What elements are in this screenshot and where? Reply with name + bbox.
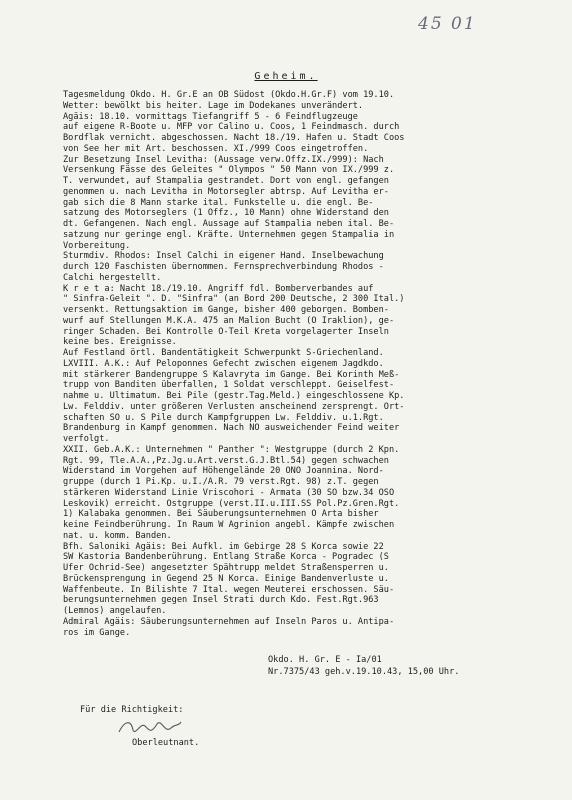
text-line: XXII. Geb.A.K.: Unternehmen " Panther ": Westgruppe (durch 2 Kpn.	[63, 444, 400, 455]
text-line: trupp von Banditen überfallen, 1 Soldat verschleppt. Geiselfest-	[63, 380, 395, 391]
office-line: Okdo. H. Gr. E - Ia/01	[268, 655, 382, 665]
text-line: Ufer Ochrid-See) angesetzter Spähtrupp meldet Straßensperren u.	[63, 563, 389, 573]
text-line: Waffenbeute. In Bilishte 7 Ital. wegen Meuterei erschossen. Säu-	[63, 584, 395, 595]
text-line: satzung nur geringe engl. Kräfte. Unternehmen gegen Stampalia in	[63, 229, 395, 240]
text-line: Bfh. Saloniki Ägäis: Bei Aufkl. im Gebirge 28 S Korca sowie 22	[63, 541, 384, 552]
text-line: stärkeren Widerstand Linie Vriscohori - Armata (30 SO bzw.34 OSO	[63, 487, 395, 498]
text-line: Tagesmeldung Okdo. H. Gr.E an OB Südost (Okdo.H.Gr.F) vom 19.10.	[63, 90, 395, 100]
text-line: versenkt. Rettungsaktion im Gange, bisher 400 geborgen. Bomben-	[63, 305, 389, 315]
text-line: von See her mit Art. beschossen. XI./999 Coos eingetroffen.	[63, 143, 369, 154]
text-line: mit stärkerer Bandengruppe S Kalavryta im Gange. Bei Korinth Meß-	[63, 369, 400, 380]
text-line: Wetter: bewölkt bis heiter. Lage im Dodekanes unverändert.	[63, 100, 364, 111]
text-line: keine bes. Ereignisse.	[63, 337, 177, 348]
text-line: Auf Festland örtl. Bandentätigkeit Schwerpunkt S-Griechenland.	[63, 348, 384, 358]
text-line: wurf auf Stellungen M.K.A. 475 an Malion Bucht (O Iraklion), ge-	[63, 315, 395, 326]
text-line: Brückensprengung in Gegend 25 N Korca. Einige Bandenverluste u.	[63, 573, 389, 584]
text-line: Calchi hergestellt.	[63, 272, 162, 283]
text-line: Ägäis: 18.10. vormittags Tiefangriff 5 - 6 Feindflugzeuge	[63, 111, 358, 122]
text-line: SW Kastoria Bandenberührung. Entlang Straße Korca - Pogradec (S	[63, 552, 389, 563]
text-line: K r e t a: Nacht 18./19.10. Angriff fdl. Bomberverbandes auf	[63, 283, 374, 294]
text-line: Sturmdiv. Rhodos: Insel Calchi in eigener Hand. Inselbewachung	[63, 251, 384, 262]
text-line: Vorbereitung.	[63, 240, 131, 251]
certification-line: Für die Richtigkeit:	[80, 705, 184, 715]
text-line: dt. Gefangenen. Nach engl. Aussage auf Stampalia neben ital. Be-	[63, 219, 395, 229]
document-title: Geheim.	[254, 71, 318, 82]
text-line: Zur Besetzung Insel Levitha: (Aussage verw.Offz.IX./999): Nach	[63, 154, 384, 165]
text-line: verfolgt.	[63, 434, 110, 444]
text-line: 1) Kalabaka genommen. Bei Säuberungsunternehmen O Arta bisher	[63, 509, 379, 520]
text-line: keine Feindberührung. In Raum W Agrinion angebl. Kämpfe zwischen	[63, 520, 395, 530]
text-line: nat. u. komm. Banden.	[63, 530, 172, 541]
text-line: genommen u. nach Levitha in Motorsegler abtrsp. Auf Levitha er-	[63, 186, 389, 197]
text-line: Admiral Ägäis: Säuberungsunternehmen auf Inseln Paros u. Antipa-	[63, 616, 395, 627]
text-line: T. verwundet, auf Stampalia gestrandet. Dort von engl. gefangen	[63, 176, 389, 186]
text-line: Lw. Felddiv. unter größeren Verlusten anscheinend zersprengt. Ort-	[63, 401, 405, 412]
text-line: auf eigene R-Boote u. MFP vor Calino u. Coos, 1 Feindmasch. durch	[63, 122, 400, 133]
text-line: " Sinfra-Geleit ". D. "Sinfra" (an Bord 200 Deutsche, 2 300 Ital.)	[63, 294, 405, 305]
text-line: gab sich die 8 Mann starke ital. Funkstelle u. die engl. Be-	[63, 197, 374, 208]
text-line: Versenkung Fässe des Geleites " Olympos " 50 Mann von IX./999 z.	[63, 165, 395, 176]
text-line: Leskovik) erreicht. Ostgruppe (verst.II.u.III.SS Pol.Pz.Gren.Rgt.	[63, 498, 400, 509]
text-line: schaften SO u. S Pile durch Kampfgruppen Lw. Felddiv. u.1.Rgt.	[63, 412, 384, 423]
text-line: LXVIII. A.K.: Auf Peloponnes Gefecht zwischen eigenem Jagdkdo.	[63, 358, 384, 369]
text-line: Brandenburg in Kampf genommen. Nach NO ausweichender Feind weiter	[63, 423, 400, 434]
handwritten-annotation: 45 01	[418, 14, 477, 34]
text-line: durch 120 Faschisten übernommen. Fernsprechverbindung Rhodos -	[63, 262, 384, 272]
text-line: (Lemnos) angelaufen.	[63, 606, 167, 616]
rank-line: Oberleutnant.	[132, 738, 200, 748]
reference-line: Nr.7375/43 geh.v.19.10.43, 15,00 Uhr.	[268, 667, 460, 677]
text-line: Rgt. 99, Tle.A.A.,Pz.Jg.u.Art.verst.G.J.Btl.54) gegen schwachen	[63, 455, 389, 466]
text-line: Bordflak vernicht. abgeschossen. Nacht 18./19. Hafen u. Stadt Coos	[63, 133, 405, 143]
text-line: berungsunternehmen gegen Insel Strati durch Kdo. Fest.Rgt.963	[63, 595, 379, 606]
text-line: ros im Gange.	[63, 627, 131, 638]
text-line: ringer Schaden. Bei Kontrolle O-Teil Kreta vorgelagerter Inseln	[63, 326, 389, 337]
text-line: Widerstand im Vorgehen auf Höhengelände 20 ONO Joannina. Nord-	[63, 466, 384, 477]
text-line: nahme u. Ultimatum. Bei Pile (gestr.Tag.Meld.) eingeschlossene Kp.	[63, 391, 405, 401]
handwritten-signature	[115, 716, 185, 738]
text-line: gruppe (durch 1 Pi.Kp. u.I./A.R. 79 verst.Rgt. 98) z.T. gegen	[63, 477, 379, 487]
text-line: satzung des Motorseglers (1 Offz., 10 Mann) ohne Widerstand den	[63, 208, 389, 219]
